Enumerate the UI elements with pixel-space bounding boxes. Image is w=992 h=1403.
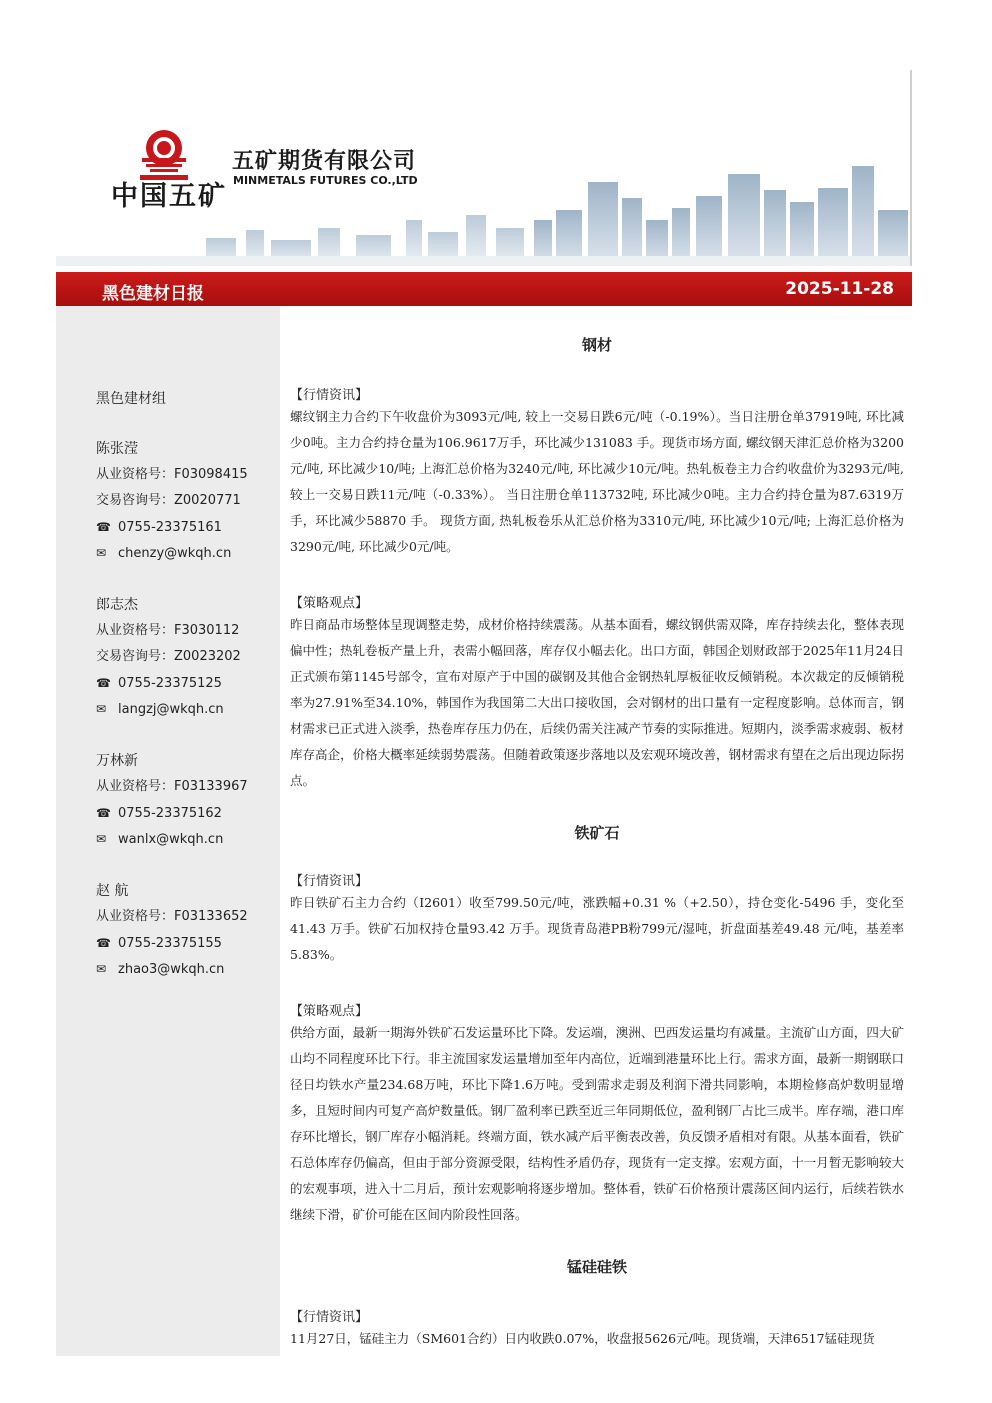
report-title: 黑色建材日报: [102, 284, 204, 304]
section-title-steel: 钢材: [581, 336, 612, 354]
company-name-en: MINMETALS FUTURES CO.,LTD: [233, 174, 418, 187]
steel-strategy-text: 昨日商品市场整体呈现调整走势，成材价格持续震荡。从基本面看，螺纹钢供需双降，库存持续去化，整体表现偏中性；热轧卷板产量上升，表需小幅回落，库存仅小幅去化。出口方面，韩国企划财政部于2025年11月24日正式颁布第1145号部令，宣布对原产于中国的碳钢及其他合金钢热轧厚板征收反倾销税。本次裁定的反倾销税率为27.91%至34.10%，韩国作为我国第二大出口接收国，会对钢材的出口量有一定程度影响。总体而言，钢材需求已正式进入淡季，热卷库存压力仍在，后续仍需关注减产节奏的实际推进。短期内，淡季需求疲弱、板材库存高企，价格大概率延续弱势震荡。但随着政策逐步落地以及宏观环境改善，钢材需求有望在之后出现边际拐点。: [290, 617, 904, 788]
report-header: [56, 70, 912, 266]
phone-line: [96, 800, 276, 826]
email-address[interactable]: zhao3@wkqh.cn: [118, 962, 225, 977]
phone-line: [96, 930, 276, 956]
phone-line: [96, 514, 276, 540]
qualification-number: 从业资格号：F03133652: [96, 909, 248, 924]
email-icon: ✉: [96, 962, 107, 976]
analyst-card: [96, 592, 276, 722]
iron-ore-market-text: 昨日铁矿石主力合约（I2601）收至799.50元/吨，涨跌幅+0.31 %（+2.50），持仓变化-5496 手，变化至41.43 万手。铁矿石加权持仓量93.42 万手。现货青岛港PB粉799元/湿吨，折盘面基差49.48 元/吨，基差率5.83%。: [290, 895, 904, 962]
group-name: 黑色建材组: [96, 391, 166, 407]
consult-number: 交易咨询号：Z0023202: [96, 649, 241, 664]
company-name-cn: 五矿期货有限公司: [232, 149, 417, 174]
header-frame-line: [910, 70, 912, 266]
analyst-card: [96, 436, 276, 566]
phone-number: 0755-23375125: [118, 676, 222, 691]
phone-icon: ☎: [96, 936, 111, 950]
email-address[interactable]: chenzy@wkqh.cn: [118, 546, 232, 561]
report-title-bar: [56, 272, 912, 306]
section-title-ferroalloy: 锰硅硅铁: [566, 1258, 627, 1276]
steel-market-text: 螺纹钢主力合约下午收盘价为3093元/吨, 较上一交易日跌6元/吨（-0.19%）。当日注册仓单37919吨, 环比减少0吨。主力合约持仓量为106.9617万手，环比减少131083 手。现货市场方面, 螺纹钢天津汇总价格为3200元/吨, 环比减少10/吨; 上海汇总价格为3240元/吨, 环比减少10元/吨。热轧板卷主力合约收盘价为3293元/吨, 较上一交易日跌11元/吨（-0.33%）。 当日注册仓单113732吨, 环比减少0吨。主力合约持仓量为87.6319万手，环比减少58870 手。 现货方面, 热轧板卷乐从汇总价格为3310元/吨, 环比减少10元/吨; 上海汇总价格为3290元/吨, 环比减少0元/吨。: [290, 409, 904, 554]
market-info-label: 【行情资讯】: [290, 388, 369, 403]
strategy-label: 【策略观点】: [290, 1004, 369, 1019]
email-line[interactable]: [96, 956, 276, 982]
logo-text: 中国五矿: [111, 181, 227, 212]
phone-number: 0755-23375161: [118, 520, 222, 535]
analyst-name: 郎志杰: [96, 597, 138, 613]
phone-icon: ☎: [96, 806, 111, 820]
phone-number: 0755-23375162: [118, 806, 222, 821]
analyst-name: 陈张滢: [96, 441, 138, 457]
email-address[interactable]: wanlx@wkqh.cn: [118, 832, 224, 847]
section-title-iron-ore: 铁矿石: [574, 824, 620, 842]
iron-ore-strategy-text: 供给方面，最新一期海外铁矿石发运量环比下降。发运端，澳洲、巴西发运量均有减量。主流矿山方面，四大矿山均不同程度环比下行。非主流国家发运量增加至年内高位，近端到港量环比上行。需求方面，最新一期钢联口径日均铁水产量234.68万吨，环比下降1.6万吨。受到需求走弱及利润下滑共同影响，本期检修高炉数明显增多，且短时间内可复产高炉数量低。钢厂盈利率已跌至近三年同期低位，盈利钢厂占比三成半。库存端，港口库存环比增长，钢厂库存小幅消耗。终端方面，铁水减产后平衡表改善，负反馈矛盾相对有限。从基本面看，铁矿石总体库存仍偏高，但由于部分资源受限，结构性矛盾仍存，现货有一定支撑。宏观方面，十一月暂无影响较大的宏观事项，进入十二月后，预计宏观影响将逐步增加。整体看，铁矿石价格预计震荡区间内运行，后续若铁水继续下滑，矿价可能在区间内阶段性回落。: [290, 1025, 904, 1222]
email-icon: ✉: [96, 546, 107, 560]
email-icon: ✉: [96, 702, 107, 716]
email-line[interactable]: [96, 696, 276, 722]
report-date: 2025-11-28: [785, 279, 894, 299]
phone-icon: ☎: [96, 520, 111, 534]
market-info-label: 【行情资讯】: [290, 1310, 369, 1325]
qualification-number: 从业资格号：F3030112: [96, 623, 240, 638]
consult-number: 交易咨询号：Z0020771: [96, 493, 241, 508]
email-line[interactable]: [96, 826, 276, 852]
market-info-label: 【行情资讯】: [290, 874, 369, 889]
qualification-number: 从业资格号：F03098415: [96, 467, 248, 482]
ferroalloy-market-text: 11月27日，锰硅主力（SM601合约）日内收跌0.07%，收盘报5626元/吨。现货端，天津6517锰硅现货: [290, 1331, 875, 1346]
strategy-label: 【策略观点】: [290, 596, 369, 611]
analyst-card: [96, 748, 276, 852]
email-line[interactable]: [96, 540, 276, 566]
qualification-number: 从业资格号：F03133967: [96, 779, 248, 794]
analyst-name: 赵 航: [96, 883, 129, 899]
phone-line: [96, 670, 276, 696]
phone-number: 0755-23375155: [118, 936, 222, 951]
phone-icon: ☎: [96, 676, 111, 690]
email-address[interactable]: langzj@wkqh.cn: [118, 702, 224, 717]
email-icon: ✉: [96, 832, 107, 846]
analyst-card: [96, 878, 276, 982]
analyst-sidebar: [56, 306, 280, 1356]
analyst-name: 万林新: [96, 753, 138, 769]
